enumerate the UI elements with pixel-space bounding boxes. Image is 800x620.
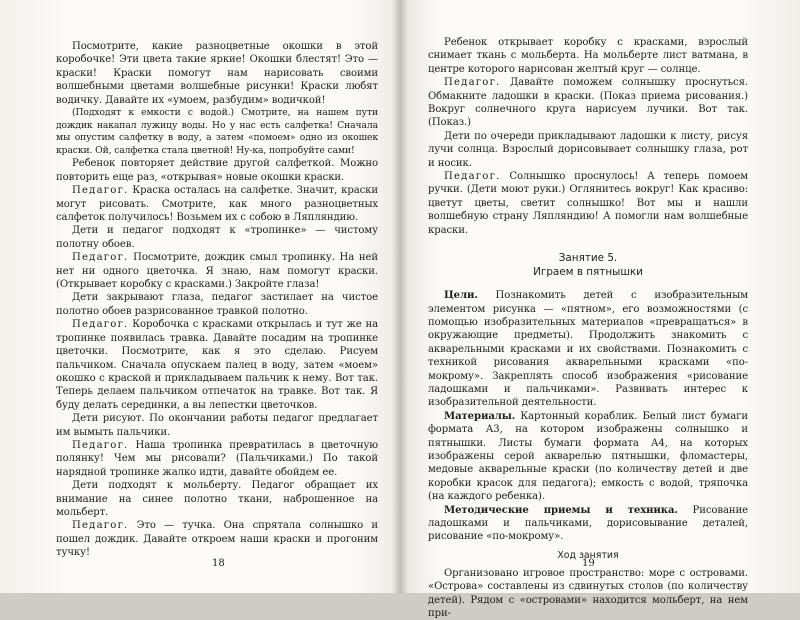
materials-label: Материалы. [444,410,516,422]
right-page [400,0,800,620]
methods-label: Методические приемы и техника. [444,504,678,516]
lesson-title: Занятие 5. [558,252,618,265]
left-page-text [56,40,378,560]
lesson-heading [428,251,748,279]
goals-text: Познакомить детей с изобразительным элементом рисунка — «пятном», его возможностями (с помощью изобразительных материалов «превращаться» в окружающие предметы). Продолжить знакомить с акварельными красками и их свойствами. Познакомить с техникой рисования акварельными красками «по-мокрому». Закреплять способ изображения «рисование ладошками и пальчиками». Развивать интерес к изобразительной деятельности. [428,290,748,409]
methods-text: Рисование ладошками и пальчиками, дорисовывание деталей, рисование «по-мокрому». [428,504,748,543]
dialogue-paragraph [56,479,378,519]
speaker: Педагог. [72,185,129,197]
speaker: Педагог. [444,171,501,183]
course-paragraph: Организовано игровое пространство: море с островами. «Острова» составлены из сдвинутых столов (по количеству детей). Рядом с «островами» находится мольберт, на нем при- [428,567,748,620]
lesson-subtitle: Играем в пятнышки [533,266,643,279]
dialogue-text: Давайте поможем солнышку проснуться. Обмакните ладошки в краски. (Показ приема рисования.) Вокруг солнечного круга нарисуем лучики. Вот так. (Показ.) [428,77,748,129]
page-number: 19 [582,558,595,569]
course-heading: Ход занятия [557,549,619,561]
dialogue-text: Ребенок открывает коробку с красками, взрослый снимает ткань с мольберта. На мольберте лист ватмана, в центре которого нарисован желтый круг — солнце. [428,37,748,75]
dialogue-text: Краска осталась на салфетке. Значит, краски могут рисовать. Смотрите, как много разноцветных салфеток получилось! Возьмем их с собою в Ляпляндию. [56,185,378,224]
dialogue-text: Дети подходят к мольберту. Педагог обращает их внимание на синее полотно ткани, наброшенное на мольберт. [56,480,378,518]
dialogue-paragraph [56,184,378,224]
paragraph: Ребенок повторяет действие другой салфеткой. Можно повторить еще раз, «открывая» новые окошки краски. [56,158,378,183]
dialogue-paragraph [428,76,748,130]
right-page-text [428,36,748,620]
dialogue-text: Дети рисуют. По окончании работы педагог предлагает им вымыть пальчики. [56,413,378,438]
speaker: Педагог. [72,252,129,264]
dialogue-paragraph [428,130,748,170]
dialogue-text: Дети по очереди прикладывают ладошки к листу, рисуя лучи солнца. Взрослый дорисовывает солнышку глаза, рот и носик. [428,130,748,169]
dialogue-text: Дети закрывают глаза, педагог застилает на чистое полотно обоев разрисованное травкой полотно. [56,292,378,317]
dialogue-paragraph [56,439,378,479]
goals-label: Цели. [444,290,478,302]
dialogue-text: Наша тропинка превратилась в цветочную полянку! Чем мы рисовали? (Пальчиками.) По такой нарядной тропинке жалко идти, давайте обойдем ее. [56,439,378,478]
left-page [0,0,400,593]
goals-paragraph [428,289,748,410]
dialogue-paragraph [56,224,378,251]
dialogue-text: Солнышко проснулось! А теперь помоем ручки. (Дети моют руки.) Оглянитесь вокруг! Как красиво: цветут цветы, светит солнышко! Вот мы и нашли волшебную страну Ляпляндию! А помогли нам волшебные краски. [428,171,748,236]
page-number: 18 [212,558,225,569]
dialogue-paragraph [56,318,378,412]
speaker: Педагог. [72,319,129,331]
dialogue-paragraph [56,519,378,559]
dialogue-paragraph [56,291,378,318]
speaker: Педагог. [72,439,129,451]
speaker: Педагог. [444,77,501,89]
speaker: Педагог. [72,520,129,532]
dialogue-text: Коробочка с красками открылась и тут же на тропинке появилась травка. Давайте посадим на тропинке цветочки. Посмотрите, как я это сделаю. Рисуем пальчиком. Сначала опускаем палец в воду, затем «моем» окошко с краской и прикладываем пальчик к нему. Вот так. Теперь делаем пальчиком отпечаток на травке. Вот так. Я буду делать серединки, а вы лепестки цветочков. [56,319,378,411]
dialogue-text: Дети и педагог подходят к «тропинке» — чистому полотну обоев. [56,225,378,250]
paragraph: Посмотрите, какие разноцветные окошки в этой коробочке! Эти цвета такие яркие! Окошки блестят! Это — краски! Краски помогут нам нарисовать своими волшебными цветами волшебные рисунки! Краски любят водичку. Давайте их «умоем, разбудим» водичкой! [56,41,378,106]
dialogue-text: Посмотрите, дождик смыл тропинку. На ней нет ни одного цветочка. Я знаю, нам помогут краски. (Открывает коробку с красками.) Закройте глаза! [56,252,378,291]
book-gutter [392,0,408,593]
paragraph: (Подходят к емкости с водой.) Смотрите, на нашем пути дождик накапал лужицу воды. Но у нас есть салфетка! Сначала мы опустим салфетку в воду, а затем «помоем» одно из окошек краски. Ой, салфетка стала цветной! Ну-ка, попробуйте сами! [56,107,378,156]
dialogue-paragraph [56,412,378,439]
dialogue-paragraph [428,36,748,76]
materials-paragraph [428,410,748,504]
methods-paragraph [428,504,748,544]
dialogue-text: Это — тучка. Она спрятала солнышко и пошел дождик. Давайте откроем наши краски и прогоним тучку! [56,520,378,559]
materials-text: Картонный кораблик. Белый лист бумаги формата А3, на котором изображены солнышко и пятнышки. Листы бумаги формата А4, на которых изображены серой акварелью пятнышки, фломастеры, медовые акварельные краски (по количеству детей и две коробки красок для педагога); емкость с водой, тряпочка (на каждого ребенка). [428,410,748,503]
dialogue-paragraph [428,170,748,237]
dialogue-paragraph [56,251,378,291]
